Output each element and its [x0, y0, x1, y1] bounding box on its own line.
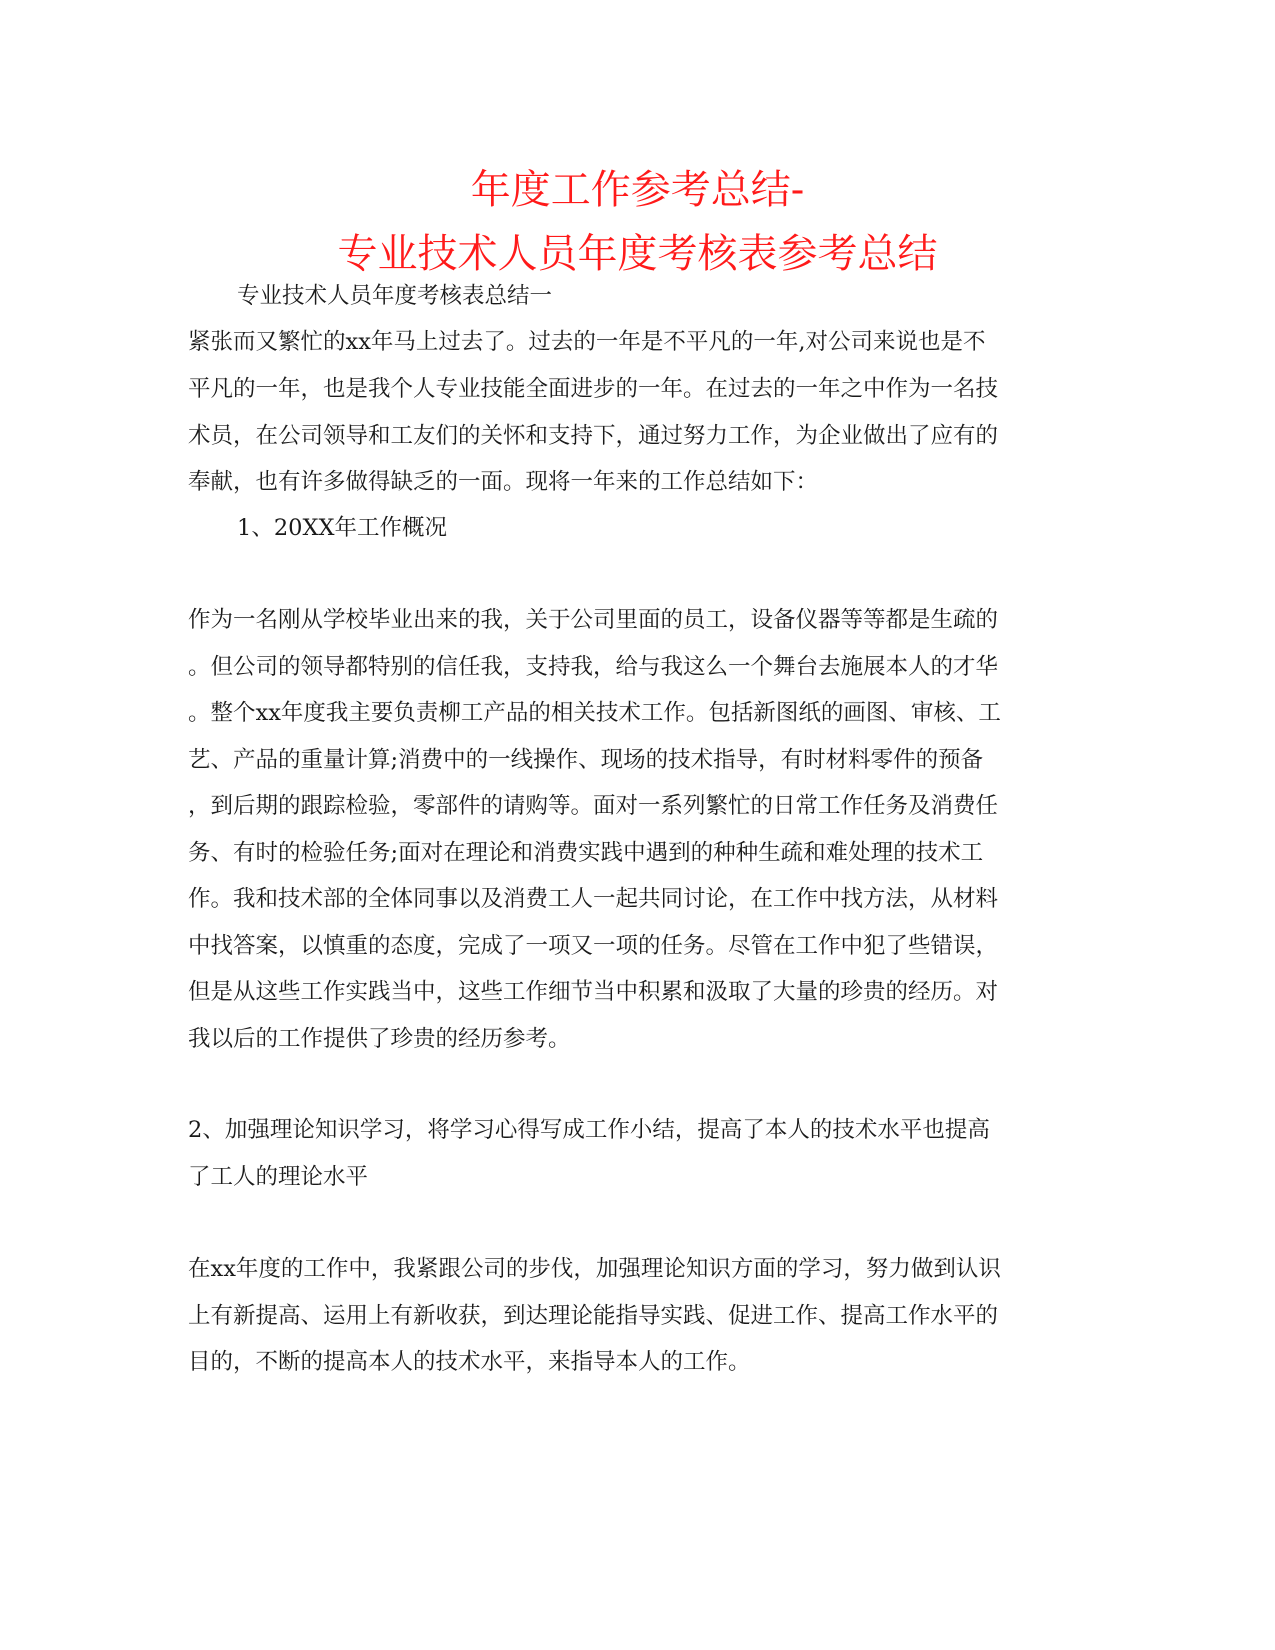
section2-heading-line: 了工人的理论水平: [188, 1164, 369, 1190]
section1-line: 艺、产品的重量计算;消费中的一线操作、现场的技术指导，有时材料零件的预备: [188, 747, 984, 773]
section1-line: 。整个xx年度我主要负责柳工产品的相关技术工作。包括新图纸的画图、审核、工: [188, 700, 1001, 726]
section1-line: 务、有时的检验任务;面对在理论和消费实践中遇到的种种生疏和难处理的技术工: [188, 840, 984, 866]
intro-line: 术员，在公司领导和工友们的关怀和支持下，通过努力工作，为企业做出了应有的: [188, 423, 999, 449]
section1-line: 作。我和技术部的全体同事以及消费工人一起共同讨论，在工作中找方法，从材料: [188, 886, 999, 912]
section1-line: 作为一名刚从学校毕业出来的我，关于公司里面的员工，设备仪器等等都是生疏的: [188, 607, 999, 633]
intro-line: 平凡的一年，也是我个人专业技能全面进步的一年。在过去的一年之中作为一名技: [188, 376, 999, 402]
section2-heading-line: 2、加强理论知识学习，将学习心得写成工作小结，提高了本人的技术水平也提高: [188, 1117, 990, 1143]
section1-heading: 1、20XX年工作概况: [237, 515, 447, 541]
section1-line: 中找答案，以慎重的态度，完成了一项又一项的任务。尽管在工作中犯了些错误，: [188, 933, 999, 959]
section2-line: 目的，不断的提高本人的技术水平，来指导本人的工作。: [188, 1349, 751, 1375]
subtitle: 专业技术人员年度考核表总结一: [237, 283, 553, 309]
section2-line: 在xx年度的工作中，我紧跟公司的步伐，加强理论知识方面的学习，努力做到认识: [188, 1256, 1001, 1282]
intro-line: 奉献，也有许多做得缺乏的一面。现将一年来的工作总结如下：: [188, 469, 819, 495]
section1-line: 但是从这些工作实践当中，这些工作细节当中积累和汲取了大量的珍贵的经历。对: [188, 979, 999, 1005]
document-title-line-1: 年度工作参考总结-: [470, 167, 805, 213]
section1-line: 。但公司的领导都特别的信任我，支持我，给与我这么一个舞台去施展本人的才华: [188, 654, 999, 680]
document-title-line-2: 专业技术人员年度考核表参考总结: [337, 231, 938, 277]
intro-line: 紧张而又繁忙的xx年马上过去了。过去的一年是不平凡的一年,对公司来说也是不: [188, 329, 986, 355]
section1-line: ，到后期的跟踪检验，零部件的请购等。面对一系列繁忙的日常工作任务及消费任: [188, 793, 999, 819]
section2-line: 上有新提高、运用上有新收获，到达理论能指导实践、促进工作、提高工作水平的: [188, 1303, 999, 1329]
section1-line: 我以后的工作提供了珍贵的经历参考。: [188, 1026, 571, 1052]
